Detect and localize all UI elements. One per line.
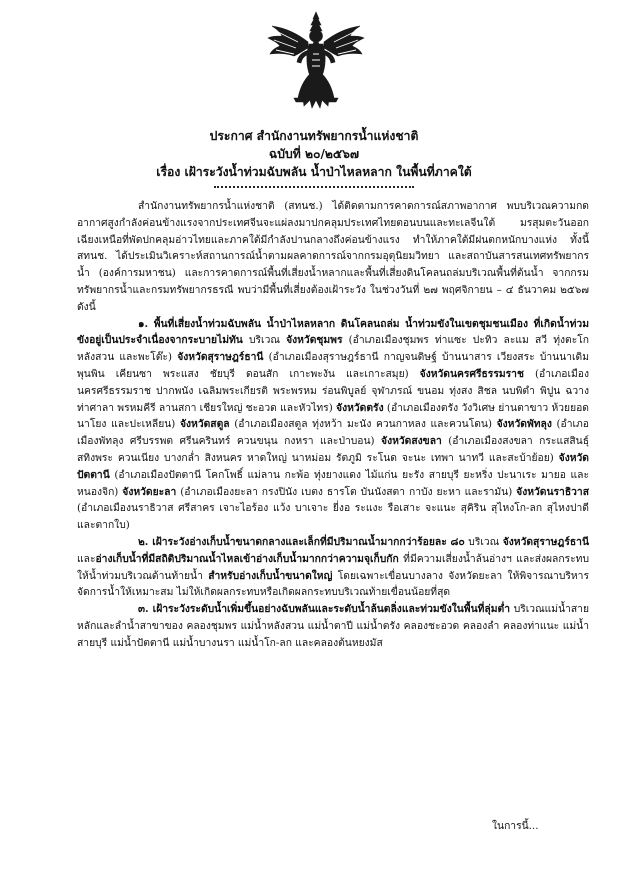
item-1-paragraph — [77, 316, 589, 534]
district-list: (อำเภอเมืองสงขลา กระแสสินธุ์ สทิงพระ ควนเนียง บางกล่ำ สิงหนคร หาดใหญ่ นาหม่อม รัตภูมิ ระโนด จะนะ เทพา นาทวี และสะบ้าย้อย) — [77, 435, 589, 464]
province-name: จังหวัดยะลา — [122, 485, 177, 498]
district-list: (อำเภอเมืองสตูล ทุ่งหว้า มะนัง ควนกาหลง และควนโดน) — [229, 418, 497, 431]
district-list: (อำเภอเมืองชุมพร ท่าแซะ ปะทิว ละแม สวี ทุ่งตะโก หลังสวน และพะโต๊ะ) — [77, 334, 589, 364]
announcement-subject: เรื่อง เฝ้าระวังน้ำท่วมฉับพลัน น้ำป่าไหลหลาก ในพื้นที่ภาคใต้ — [156, 165, 472, 179]
province-name: จังหวัดชุมพร — [286, 334, 343, 347]
province-name: จังหวัดสตูล — [179, 418, 230, 431]
item-2-text: ที่มีความเสี่ยงน้ำล้นอ่างฯ และส่งผลกระทบให้น้ำท่วมบริเวณด้านท้ายน้ำ — [77, 552, 589, 582]
province-name: จังหวัดตรัง — [336, 401, 384, 414]
item-3-heading: ๓. เฝ้าระวังระดับน้ำเพิ่มขึ้นอย่างฉับพลันและระดับน้ำล้นตลิ่งและท่วมขังในพื้นที่ลุ่มต่ำ — [138, 603, 510, 616]
district-list: (อำเภอเมืองตรัง วังวิเศษ ย่านตาขาว ห้วยยอด นาโยง และปะเหลียน) — [77, 401, 589, 431]
announcement-body — [77, 198, 589, 652]
item-2-text: และ — [77, 552, 96, 565]
item-2-heading: ๒. เฝ้าระวังอ่างเก็บน้ำขนาดกลางและเล็กที่มีปริมาณน้ำมากกว่าร้อยละ ๘๐ — [138, 535, 465, 548]
province-name: จังหวัดนครศรีธรรมราช — [419, 367, 524, 380]
intro-paragraph: สำนักงานทรัพยากรน้ำแห่งชาติ (สทนช.) ได้ติดตามการคาดการณ์สภาพอากาศ พบบริเวณความกดอากาศสูงกำลังค่อนข้างแรงจากประเทศจีนจะแผ่ลงมาปกคลุมประเทศไทยตอนบนและทะเลจีนใต้ มรสุมตะวันออกเฉียงเหนือที่พัดปกคลุมอ่าวไทยและภาคใต้มีกำลังปานกลางถึงค่อนข้างแรง ทำให้ภาคใต้มีฝนตกหนักบางแห่ง ทั้งนี้ สทนช. ได้ประเมินวิเคราะห์สถานการณ์น้ำตามผลคาดการณ์จากกรมอุตุนิยมวิทยา และสถาบันสารสนเทศทรัพยากรน้ำ (องค์การมหาชน) และการคาดการณ์พื้นที่เสี่ยงน้ำหลากและพื้นที่เสี่ยงดินโคลนถล่มบริเวณพื้นที่ต้นน้ำ จากกรมทรัพยากรน้ำและกรมทรัพยากรธรณี พบว่ามีพื้นที่เสี่ยงต้องเฝ้าระวัง ในช่วงวันที่ ๒๗ พฤศจิกายน – ๔ ธันวาคม ๒๕๖๗ ดังนี้ — [77, 200, 589, 313]
item-2-emphasis: สำหรับอ่างเก็บน้ำขนาดใหญ่ — [208, 569, 333, 582]
district-list: (อำเภอเมืองนราธิวาส ศรีสาคร เจาะไอร้อง แว้ง บาเจาะ ยี่งอ ระแงะ รือเสาะ จะแนะ สุคิริน สุไหงโก-ลก สุไหงปาดี และตากใบ) — [77, 502, 589, 532]
item-1-heading: ๑. พื้นที่เสี่ยงน้ำท่วมฉับพลัน น้ำป่าไหลหลาก ดินโคลนถล่ม น้ำท่วมขังในเขตชุมชนเมือง ที่เกิดน้ำท่วมขังอยู่เป็นประจำเนื่องจากระบายไม่ทัน — [77, 317, 589, 347]
item-2-emphasis: อ่างเก็บน้ำที่มีสถิติปริมาณน้ำไหลเข้าอ่างเก็บน้ำมากกว่าความจุเก็บกัก — [95, 552, 399, 565]
announcement-number: ฉบับที่ ๒๐/๒๕๖๗ — [268, 147, 360, 161]
district-list: (อำเภอเมืองนครศรีธรรมราช ปากพนัง เฉลิมพระเกียรติ พระพรหม ร่อนพิบูลย์ จุฬาภรณ์ ขนอม ทุ่งสง สิชล นบพิตำ พิปูน ฉวาง ท่าศาลา พรหมคีรี ลานสกา เชียรใหญ่ ชะอวด และหัวไทร) — [77, 367, 589, 414]
province-name: จังหวัดพัทลุง — [496, 418, 552, 431]
province-name: จังหวัดสุราษฎร์ธานี — [177, 351, 264, 364]
item-2-text: บริเวณ — [464, 535, 503, 548]
item-3-paragraph — [77, 601, 589, 651]
province-name: จังหวัดสุราษฎร์ธานี — [502, 535, 589, 548]
garuda-emblem — [264, 10, 368, 114]
item-1-lead: บริเวณ — [242, 334, 287, 347]
district-list: (อำเภอเมืองยะลา กรงปินัง เบตง ธารโต บันนังสตา กาบัง ยะหา และรามัน) — [176, 485, 517, 498]
district-list: (อำเภอเมืองสุราษฎร์ธานี กาญจนดิษฐ์ บ้านนาสาร เวียงสระ บ้านนาเดิม พุนพิน เคียนซา พระแสง ชัยบุรี ดอนสัก เกาะพะงัน และเกาะสมุย) — [77, 351, 590, 380]
item-2-paragraph — [77, 534, 589, 601]
dotted-divider — [214, 186, 414, 188]
district-list: (อำเภอเมืองพัทลุง ศรีบรรพต ศรีนครินทร์ ควนขนุน กงหรา และป่าบอน) — [77, 418, 589, 448]
province-name: จังหวัดสงขลา — [381, 435, 442, 448]
province-name: จังหวัดนราธิวาส — [516, 485, 589, 498]
continuation-note: ในการนี้... — [492, 820, 539, 832]
item-2-text: โดยเฉพาะเขื่อนบางลาง จังหวัดยะลา ให้พิจารณาบริหารจัดการน้ำให้เหมาะสม ไม่ให้เกิดผลกระทบหรือเกิดผลกระทบบริเวณท้ายเขื่อนน้อยที่สุด — [77, 569, 589, 599]
district-list: (อำเภอเมืองปัตตานี โคกโพธิ์ แม่ลาน กะพ้อ ทุ่งยางแดง ไม้แก่น ยะรัง สายบุรี ยะหริ่ง ปะนาเระ มายอ และหนองจิก) — [77, 468, 589, 498]
province-name: จังหวัดปัตตานี — [77, 451, 589, 481]
announcement-agency-title: ประกาศ สำนักงานทรัพยากรน้ำแห่งชาติ — [209, 129, 419, 143]
item-3-text: บริเวณแม่น้ำสายหลักและลำน้ำสาขาของ คลองชุมพร แม่น้ำหลังสวน แม่น้ำตาปี แม่น้ำตรัง คลองชะอวด คลองลำ คลองท่าแนะ แม่น้ำสายบุรี แม่น้ำปัตตานี แม่น้ำบางนรา แม่น้ำโก-ลก และคลองต้นหยงมัส — [77, 603, 589, 649]
